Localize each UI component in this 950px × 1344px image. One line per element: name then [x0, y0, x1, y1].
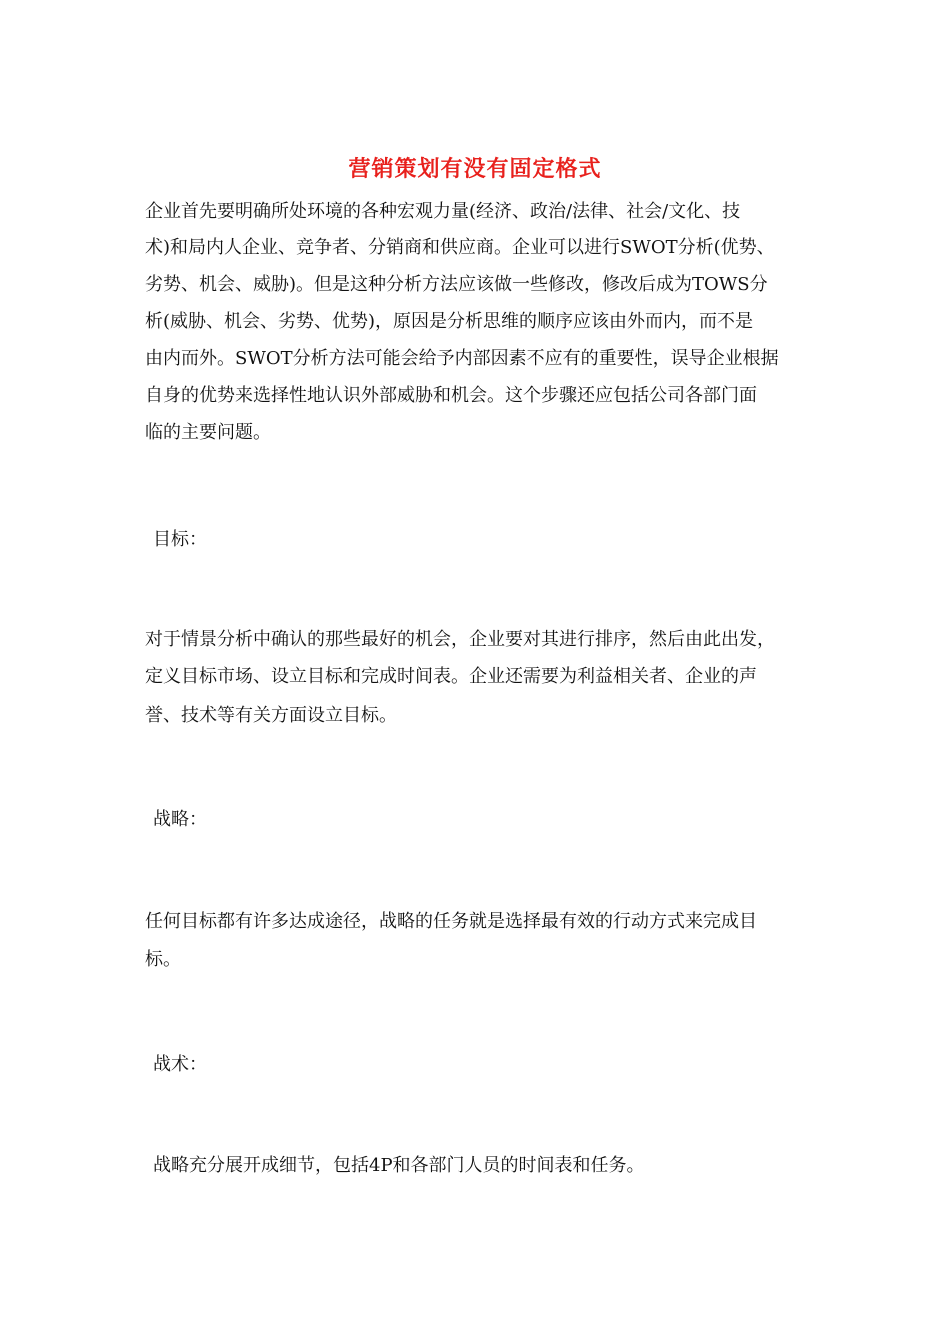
- goal-line-3: 誉、技术等有关方面设立目标。: [145, 705, 397, 726]
- strategy-line-2: 标。: [145, 949, 181, 970]
- tactics-heading: 战术：: [153, 1054, 207, 1075]
- intro-line-6: 自身的优势来选择性地认识外部威胁和机会。这个步骤还应包括公司各部门面: [145, 385, 757, 406]
- goal-line-1: 对于情景分析中确认的那些最好的机会，企业要对其进行排序，然后由此出发，: [145, 629, 775, 650]
- strategy-line-1: 任何目标都有许多达成途径，战略的任务就是选择最有效的行动方式来完成目: [145, 911, 757, 932]
- intro-line-5: 由内而外。SWOT分析方法可能会给予内部因素不应有的重要性，误导企业根据: [145, 348, 779, 369]
- strategy-heading: 战略：: [153, 809, 207, 830]
- intro-line-2: 术)和局内人企业、竞争者、分销商和供应商。企业可以进行SWOT分析(优势、: [145, 237, 775, 258]
- page-title: 营销策划有没有固定格式: [348, 157, 602, 182]
- intro-line-3: 劣势、机会、威胁)。但是这种分析方法应该做一些修改，修改后成为TOWS分: [145, 274, 768, 295]
- goal-line-2: 定义目标市场、设立目标和完成时间表。企业还需要为利益相关者、企业的声: [145, 666, 757, 687]
- tactics-line-1: 战略充分展开成细节，包括4P和各部门人员的时间表和任务。: [153, 1155, 645, 1176]
- goal-heading: 目标：: [153, 529, 207, 550]
- intro-line-4: 析(威胁、机会、劣势、优势)，原因是分析思维的顺序应该由外而内，而不是: [145, 311, 754, 332]
- intro-line-7: 临的主要问题。: [145, 422, 271, 443]
- intro-line-1: 企业首先要明确所处环境的各种宏观力量(经济、政治/法律、社会/文化、技: [145, 201, 741, 222]
